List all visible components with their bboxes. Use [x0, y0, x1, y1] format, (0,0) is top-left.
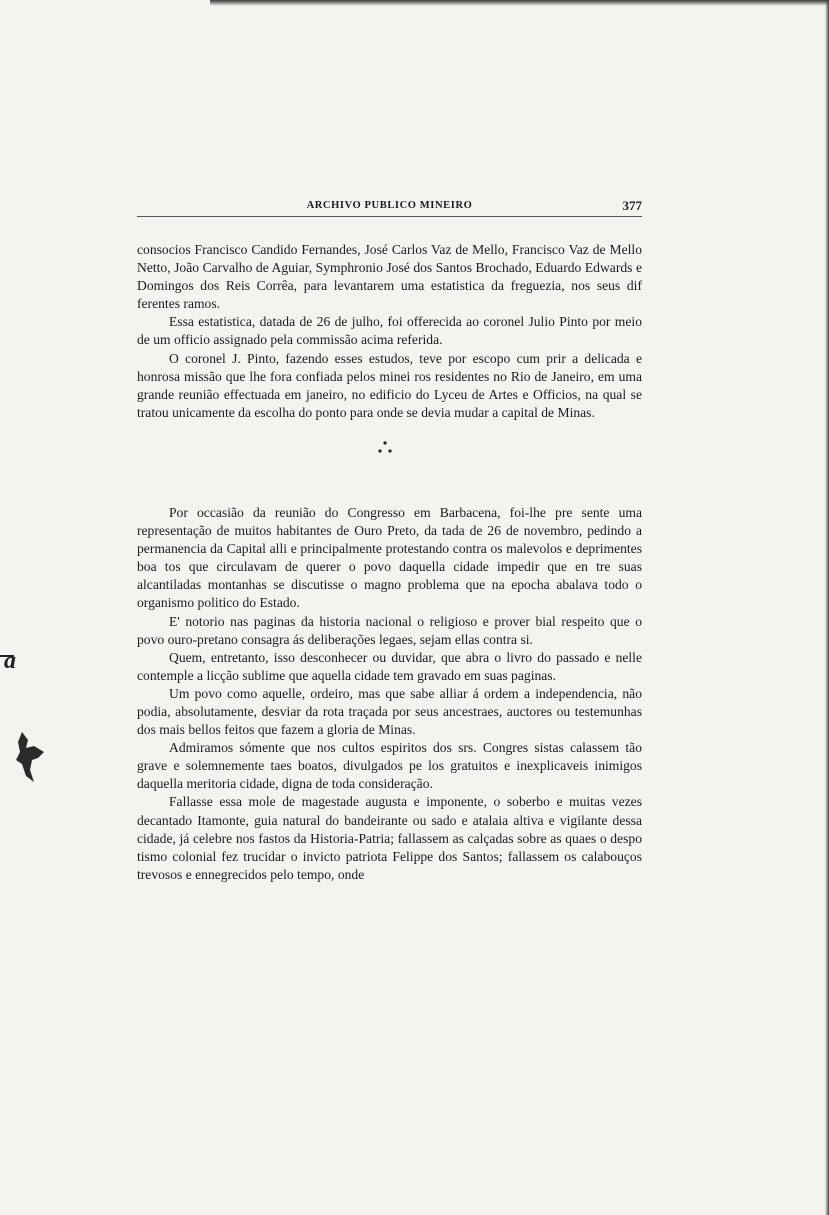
- running-head: [137, 198, 642, 217]
- paragraph: Admiramos sómente que nos cultos espiritos dos srs. Congres sistas calassem tão grave e solemnemente taes boatos, divulgados pe los gratuitos e inexplicaveis inimigos daquella meritoria cidade, digna de toda consideração.: [137, 740, 642, 792]
- paragraph: Por occasião da reunião do Congresso em Barbacena, foi-lhe pre sente uma representação de muitos habitantes de Ouro Preto, da tada de 26 de novembro, pedindo a permanencia da Capital alli e principalmente protestando contra os malevolos e deprimentes boa tos que circulavam de querer o povo daquella cidade impedir que en tre suas alcantiladas montanhas se discutisse o magno problema que na epocha abalava todo o organismo politico do Estado.: [137, 504, 642, 611]
- asterism-ornament: [375, 440, 395, 454]
- paragraph: Quem, entretanto, isso desconhecer ou duvidar, que abra o livro do passado e nelle contemple a licção sublime que aquella cidade tem gravado em suas paginas.: [137, 649, 642, 683]
- paragraph: Fallasse essa mole de magestade augusta e imponente, o soberbo e muitas vezes decantado Itamonte, guia natural do bandeirante ou sado e atalaia altiva e vigilante dessa cidade, já celebre nos fastos da Historia-Patria; fallassem as calçadas sobre as quaes o despo tismo colonial fez trucidar o invicto patriota Felippe dos Santos; fallassem os calabouços trevosos e ennegrecidos pelo tempo, onde: [137, 794, 642, 882]
- document-page: [137, 198, 642, 884]
- running-title: ARCHIVO PUBLICO MINEIRO: [306, 200, 473, 211]
- scan-border-right: [825, 0, 829, 1215]
- paragraph: Um povo como aquelle, ordeiro, mas que sabe alliar á ordem a independencia, não podia, absolutamente, desviar da rota traçada por seus ancestraes, auctores ou testemunhas dos mais bellos feitos que fazem a gloria de Minas.: [137, 685, 642, 738]
- page-number: 377: [622, 198, 642, 213]
- scan-border-top: [210, 0, 829, 6]
- margin-handwritten-mark: a: [4, 648, 16, 674]
- section-separator: [137, 422, 642, 478]
- paragraph: O coronel J. Pinto, fazendo esses estudos, teve por escopo cum prir a delicada e honrosa missão que lhe fora confiada pelos minei ros residentes no Rio de Janeiro, em uma grande reunião effectuada em janeiro, no edificio do Lyceu de Artes e Officios, na qual se tratou unicamente da escolha do ponto para onde se devia mudar a capital de Minas.: [137, 350, 642, 420]
- margin-ink-blot: [14, 730, 48, 784]
- body-text: [137, 241, 642, 884]
- paragraph: Essa estatistica, datada de 26 de julho, foi offerecida ao coronel Julio Pinto por meio de um officio assignado pela commissão acima referida.: [137, 314, 642, 348]
- section-gap: [137, 478, 642, 504]
- paragraph: E' notorio nas paginas da historia nacional o religioso e prover bial respeito que o povo ouro-pretano consagra ás deliberações legaes, sejam ellas contra si.: [137, 613, 642, 647]
- paragraph: consocios Francisco Candido Fernandes, José Carlos Vaz de Mello, Francisco Vaz de Mello Netto, João Carvalho de Aguiar, Symphronio José dos Santos Brochado, Eduardo Edwards e Domingos dos Reis Corrêa, para levantarem uma estatistica da freguezia, nos seus dif ferentes ramos.: [137, 242, 642, 312]
